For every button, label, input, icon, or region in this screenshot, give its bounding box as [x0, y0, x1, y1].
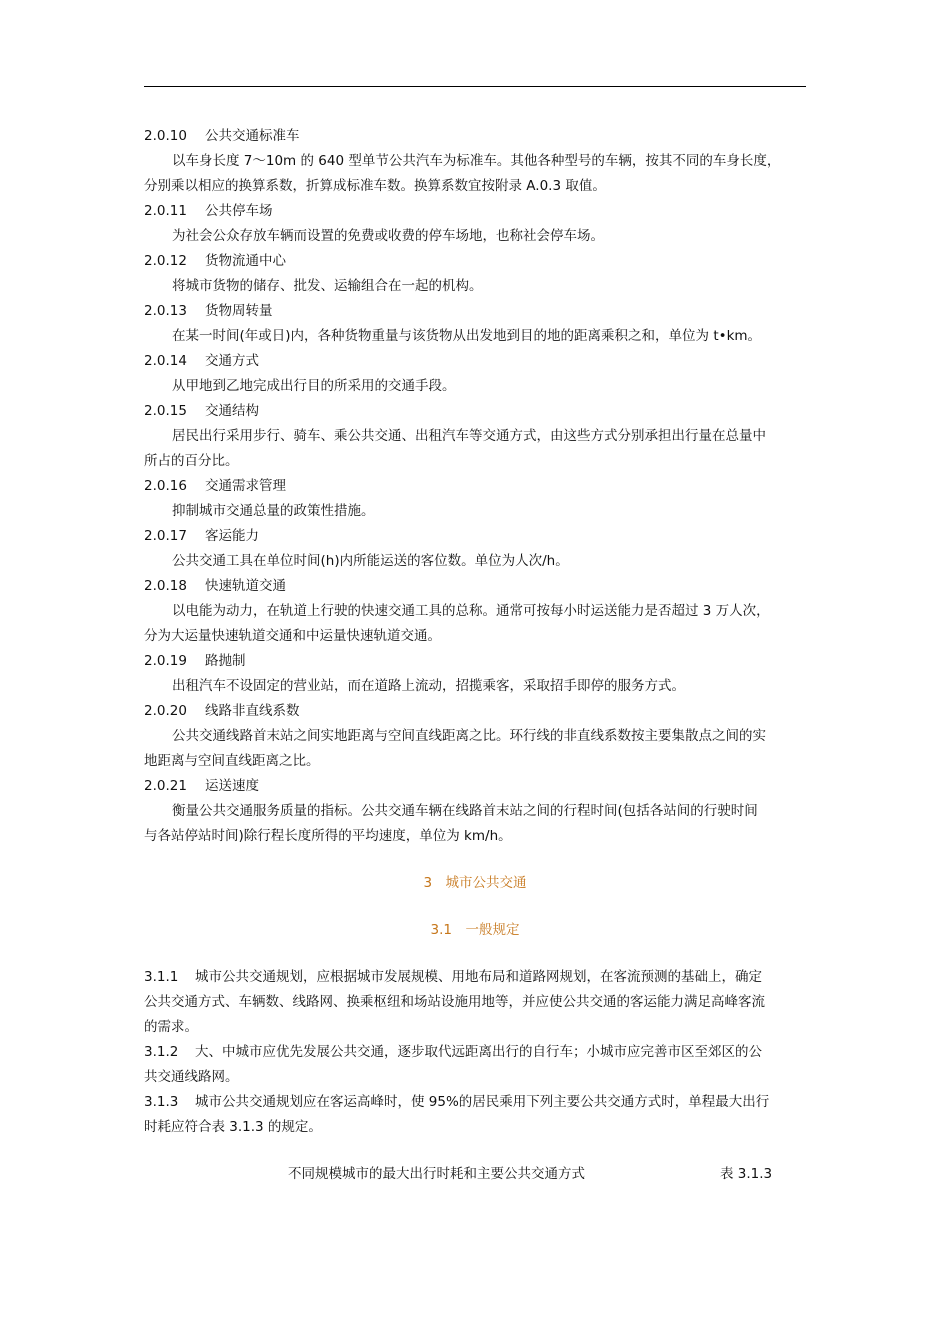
term-definition-line: 抑制城市交通总量的政策性措施。	[172, 503, 375, 519]
term-title: 交通结构	[205, 403, 259, 419]
clause-first-line	[144, 1040, 806, 1065]
term-2-0-14	[144, 349, 806, 399]
table-caption-number: 表 3.1.3	[720, 1166, 773, 1182]
term-number: 2.0.15	[144, 403, 187, 419]
term-title: 交通方式	[205, 353, 259, 369]
term-number: 2.0.19	[144, 653, 187, 669]
term-2-0-15	[144, 399, 806, 474]
section-number: 3.1	[430, 922, 452, 938]
term-heading	[144, 124, 806, 149]
clause-number: 3.1.1	[144, 969, 179, 985]
clause-3-1-1	[144, 965, 806, 1040]
clause-text: 大、中城市应优先发展公共交通，逐步取代远距离出行的自行车；小城市应完善市区至郊区的公	[195, 1044, 762, 1060]
term-definition-line: 公共交通工具在单位时间(h)内所能运送的客位数。单位为人次/h。	[172, 553, 569, 569]
term-heading	[144, 199, 806, 224]
term-number: 2.0.10	[144, 128, 187, 144]
clause-first-line	[144, 965, 806, 990]
document-body	[144, 124, 806, 1187]
term-number: 2.0.11	[144, 203, 187, 219]
clause-3-1-3	[144, 1090, 806, 1140]
term-heading	[144, 774, 806, 799]
term-definition-line: 出租汽车不设固定的营业站，而在道路上流动，招揽乘客，采取招手即停的服务方式。	[172, 678, 685, 694]
term-title: 公共交通标准车	[205, 128, 300, 144]
term-2-0-16	[144, 474, 806, 524]
term-heading	[144, 399, 806, 424]
term-number: 2.0.21	[144, 778, 187, 794]
term-title: 路抛制	[205, 653, 246, 669]
term-title: 公共停车场	[205, 203, 273, 219]
section-heading	[144, 918, 806, 943]
term-title: 线路非直线系数	[205, 703, 300, 719]
term-number: 2.0.12	[144, 253, 187, 269]
term-definition-line: 以电能为动力，在轨道上行驶的快速交通工具的总称。通常可按每小时运送能力是否超过 3 万人次，	[172, 603, 770, 619]
term-2-0-11	[144, 199, 806, 249]
term-definition-line: 地距离与空间直线距离之比。	[144, 753, 320, 769]
clause-line: 共交通线路网。	[144, 1069, 239, 1085]
term-definition-line: 衡量公共交通服务质量的指标。公共交通车辆在线路首末站之间的行程时间(包括各站间的行驶时间	[172, 803, 758, 819]
term-heading	[144, 299, 806, 324]
term-number: 2.0.18	[144, 578, 187, 594]
clause-line: 公共交通方式、车辆数、线路网、换乘枢纽和场站设施用地等，并应使公共交通的客运能力满足高峰客流	[144, 994, 765, 1010]
clause-line: 的需求。	[144, 1019, 198, 1035]
term-definition-line: 公共交通线路首末站之间实地距离与空间直线距离之比。环行线的非直线系数按主要集散点之间的实	[172, 728, 766, 744]
header-rule	[144, 86, 806, 87]
term-2-0-12	[144, 249, 806, 299]
term-definition-line: 以车身长度 7～10m 的 640 型单节公共汽车为标准车。其他各种型号的车辆，按其不同的车身长度，	[172, 153, 781, 169]
term-2-0-19	[144, 649, 806, 699]
term-heading	[144, 474, 806, 499]
term-heading	[144, 699, 806, 724]
clause-text: 城市公共交通规划，应根据城市发展规模、用地布局和道路网规划，在客流预测的基础上，确定	[195, 969, 762, 985]
term-number: 2.0.17	[144, 528, 187, 544]
chapter-title: 城市公共交通	[445, 875, 527, 891]
term-2-0-13	[144, 299, 806, 349]
term-2-0-21	[144, 774, 806, 849]
term-heading	[144, 649, 806, 674]
term-heading	[144, 524, 806, 549]
clause-text: 城市公共交通规划应在客运高峰时，使 95%的居民乘用下列主要公共交通方式时，单程最大出行	[195, 1094, 770, 1110]
term-number: 2.0.16	[144, 478, 187, 494]
clause-line: 时耗应符合表 3.1.3 的规定。	[144, 1119, 322, 1135]
term-title: 运送速度	[205, 778, 259, 794]
term-definition-line: 所占的百分比。	[144, 453, 239, 469]
term-title: 客运能力	[205, 528, 259, 544]
term-definition-line: 居民出行采用步行、骑车、乘公共交通、出租汽车等交通方式，由这些方式分别承担出行量在总量中	[172, 428, 766, 444]
clause-number: 3.1.2	[144, 1044, 179, 1060]
term-definition-line: 将城市货物的储存、批发、运输组合在一起的机构。	[172, 278, 483, 294]
term-2-0-18	[144, 574, 806, 649]
term-heading	[144, 249, 806, 274]
term-number: 2.0.14	[144, 353, 187, 369]
term-2-0-17	[144, 524, 806, 574]
chapter-heading	[144, 871, 806, 896]
clause-3-1-2	[144, 1040, 806, 1090]
term-title: 快速轨道交通	[205, 578, 286, 594]
clause-number: 3.1.3	[144, 1094, 179, 1110]
clause-first-line	[144, 1090, 806, 1115]
term-definition-line: 分为大运量快速轨道交通和中运量快速轨道交通。	[144, 628, 441, 644]
term-number: 2.0.20	[144, 703, 187, 719]
section-title: 一般规定	[465, 922, 520, 938]
table-caption	[144, 1162, 806, 1187]
term-2-0-10	[144, 124, 806, 199]
term-heading	[144, 574, 806, 599]
term-title: 货物流通中心	[205, 253, 286, 269]
table-caption-title: 不同规模城市的最大出行时耗和主要公共交通方式	[288, 1166, 585, 1182]
term-definition-line: 在某一时间(年或日)内，各种货物重量与该货物从出发地到目的地的距离乘积之和，单位为 t•km。	[172, 328, 762, 344]
term-title: 交通需求管理	[205, 478, 286, 494]
term-definition-line: 为社会公众存放车辆而设置的免费或收费的停车场地，也称社会停车场。	[172, 228, 604, 244]
term-title: 货物周转量	[205, 303, 273, 319]
term-definition-line: 从甲地到乙地完成出行目的所采用的交通手段。	[172, 378, 456, 394]
term-2-0-20	[144, 699, 806, 774]
chapter-number: 3	[423, 875, 433, 891]
term-definition-line: 与各站停站时间)除行程长度所得的平均速度，单位为 km/h。	[144, 828, 512, 844]
term-definition-line: 分别乘以相应的换算系数，折算成标准车数。换算系数宜按附录 A.0.3 取值。	[144, 178, 606, 194]
term-heading	[144, 349, 806, 374]
term-number: 2.0.13	[144, 303, 187, 319]
